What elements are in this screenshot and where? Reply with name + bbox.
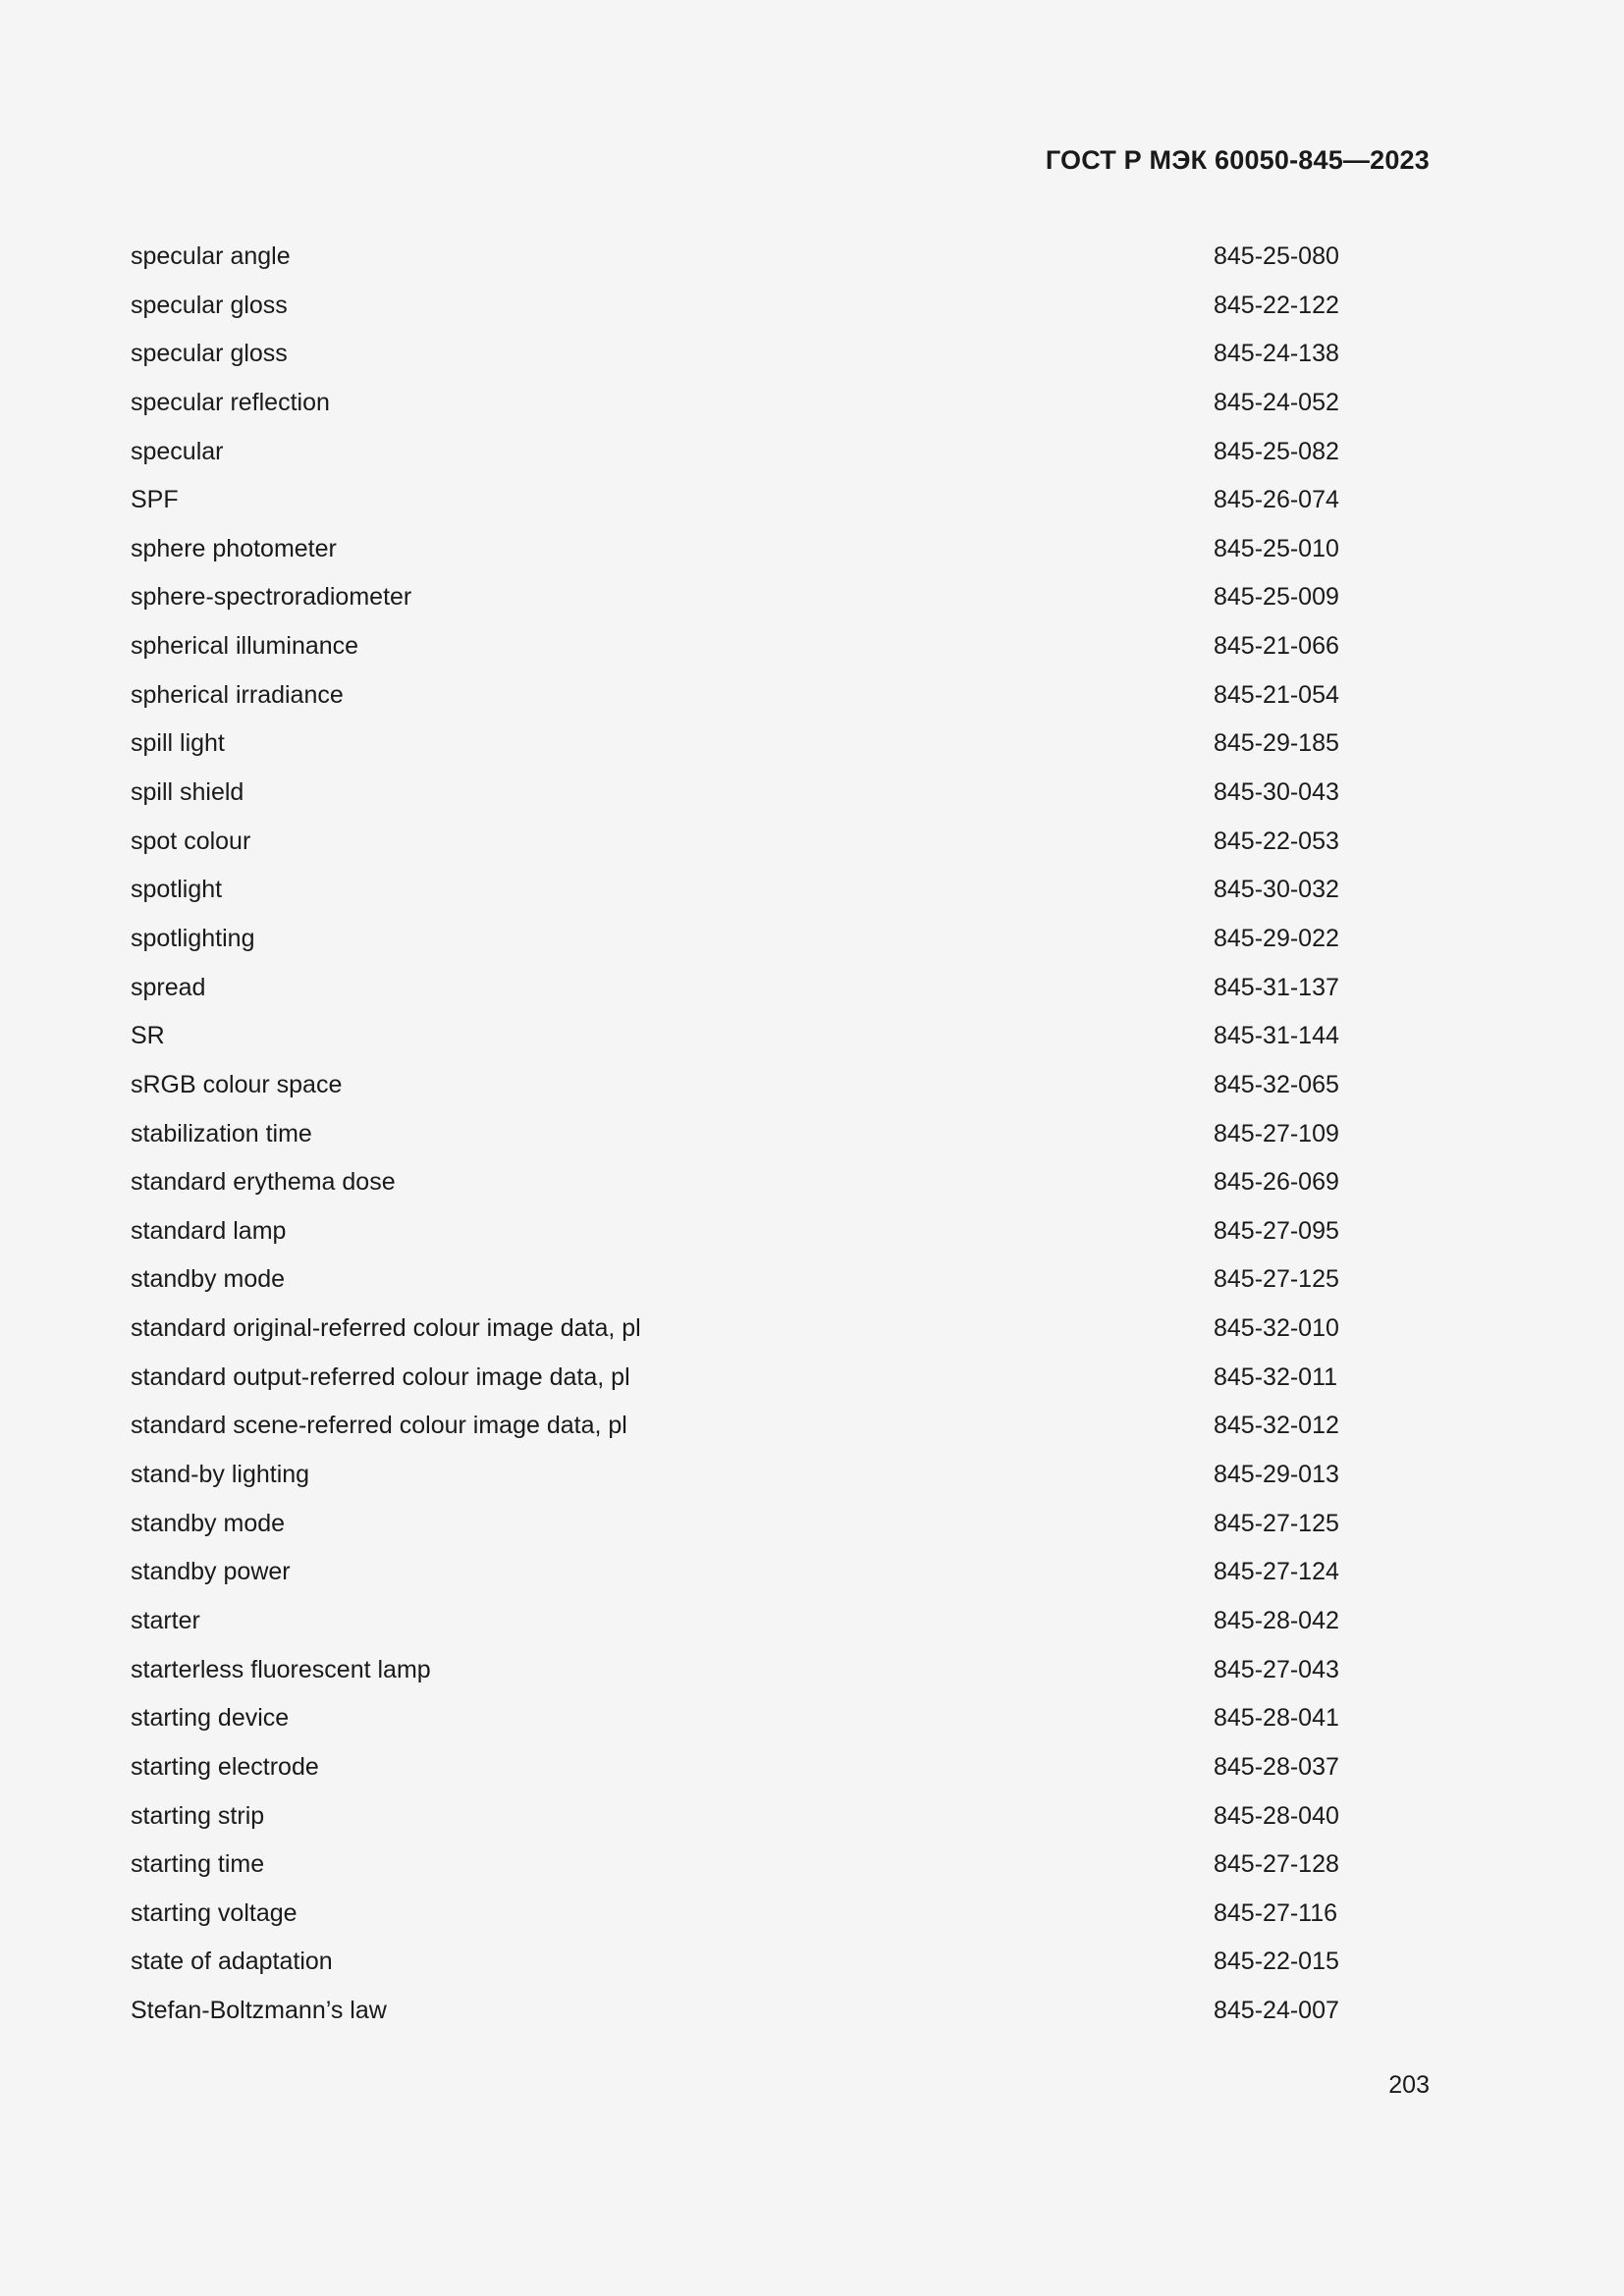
index-entry bbox=[131, 1358, 1338, 1407]
index-term: spotlight bbox=[131, 876, 223, 904]
index-entry bbox=[131, 480, 1338, 529]
index-entry bbox=[131, 626, 1338, 675]
index-code: 845-27-095 bbox=[1214, 1216, 1339, 1245]
index-entry bbox=[131, 1162, 1338, 1211]
index-code: 845-26-074 bbox=[1214, 486, 1339, 514]
index-code: 845-32-010 bbox=[1214, 1314, 1339, 1343]
index-code: 845-22-015 bbox=[1214, 1948, 1339, 1976]
index-entry bbox=[131, 773, 1338, 822]
index-entry bbox=[131, 383, 1338, 432]
index-code: 845-22-122 bbox=[1214, 291, 1339, 319]
index-code: 845-31-144 bbox=[1214, 1022, 1339, 1050]
index-entry bbox=[131, 870, 1338, 919]
page-header: ГОСТ Р МЭК 60050-845—2023 bbox=[1045, 145, 1430, 175]
index-term: specular angle bbox=[131, 242, 291, 270]
index-term: standard scene-referred colour image data, pl bbox=[131, 1412, 627, 1440]
index-term: standard original-referred colour image data, pl bbox=[131, 1314, 641, 1343]
index-entry bbox=[131, 968, 1338, 1017]
index-code: 845-22-053 bbox=[1214, 827, 1339, 855]
index-code: 845-30-043 bbox=[1214, 778, 1339, 807]
index-entry bbox=[131, 1065, 1338, 1114]
index-term: starting time bbox=[131, 1850, 265, 1879]
index-term: spherical illuminance bbox=[131, 632, 359, 661]
index-term: standby power bbox=[131, 1558, 291, 1586]
index-code: 845-28-037 bbox=[1214, 1752, 1339, 1781]
index-code: 845-27-109 bbox=[1214, 1119, 1339, 1148]
index-term: spherical irradiance bbox=[131, 680, 344, 709]
index-term: spot colour bbox=[131, 827, 251, 855]
index-entry bbox=[131, 1747, 1338, 1796]
index-term: spill light bbox=[131, 729, 225, 758]
index-entry bbox=[131, 1942, 1338, 1991]
index-term: stabilization time bbox=[131, 1119, 312, 1148]
index-entry bbox=[131, 919, 1338, 968]
index-term: starting device bbox=[131, 1704, 290, 1733]
index-code: 845-25-080 bbox=[1214, 242, 1339, 270]
index-code: 845-21-054 bbox=[1214, 680, 1339, 709]
index-code: 845-27-116 bbox=[1214, 1898, 1338, 1927]
index-entry bbox=[131, 1504, 1338, 1553]
index-code: 845-28-042 bbox=[1214, 1606, 1339, 1634]
index-term: starting electrode bbox=[131, 1752, 319, 1781]
index-term: specular bbox=[131, 437, 224, 465]
index-code: 845-24-052 bbox=[1214, 388, 1339, 416]
index-entry bbox=[131, 1016, 1338, 1065]
index-entry bbox=[131, 1991, 1338, 2040]
index-term: standard erythema dose bbox=[131, 1168, 396, 1197]
index-term: Stefan-Boltzmann’s law bbox=[131, 1997, 387, 2025]
index-term: starterless fluorescent lamp bbox=[131, 1655, 431, 1683]
index-code: 845-25-009 bbox=[1214, 583, 1339, 612]
index-term: sRGB colour space bbox=[131, 1070, 343, 1098]
index-entry bbox=[131, 822, 1338, 871]
index-term: standard output-referred colour image data, pl bbox=[131, 1362, 630, 1391]
index-code: 845-32-011 bbox=[1214, 1362, 1338, 1391]
index-code: 845-29-013 bbox=[1214, 1461, 1339, 1489]
index-term: sphere-spectroradiometer bbox=[131, 583, 412, 612]
index-entry bbox=[131, 1650, 1338, 1699]
index-code: 845-26-069 bbox=[1214, 1168, 1339, 1197]
index-entry bbox=[131, 675, 1338, 724]
index-code: 845-27-043 bbox=[1214, 1655, 1339, 1683]
index-entry bbox=[131, 1796, 1338, 1845]
page-number: 203 bbox=[1388, 2071, 1430, 2099]
index-term: stand-by lighting bbox=[131, 1461, 310, 1489]
index-entry bbox=[131, 1698, 1338, 1747]
index-term: spread bbox=[131, 973, 206, 1001]
index-code: 845-28-041 bbox=[1214, 1704, 1339, 1733]
index-term: state of adaptation bbox=[131, 1948, 333, 1976]
index-entry bbox=[131, 529, 1338, 578]
index-code: 845-28-040 bbox=[1214, 1801, 1339, 1830]
index-term: SR bbox=[131, 1022, 165, 1050]
index-code: 845-27-125 bbox=[1214, 1509, 1339, 1537]
index-entry bbox=[131, 1211, 1338, 1260]
index-code: 845-29-022 bbox=[1214, 924, 1339, 952]
index-entry bbox=[131, 1114, 1338, 1163]
index-entry bbox=[131, 1406, 1338, 1455]
index-code: 845-32-065 bbox=[1214, 1070, 1339, 1098]
index-code: 845-31-137 bbox=[1214, 973, 1339, 1001]
index-term: standard lamp bbox=[131, 1216, 287, 1245]
index-entry bbox=[131, 1308, 1338, 1358]
index-code: 845-30-032 bbox=[1214, 876, 1339, 904]
index-entry bbox=[131, 1455, 1338, 1504]
index-term: specular gloss bbox=[131, 291, 288, 319]
index-term: sphere photometer bbox=[131, 534, 337, 562]
index-code: 845-25-010 bbox=[1214, 534, 1339, 562]
index-code: 845-21-066 bbox=[1214, 632, 1339, 661]
index-entry bbox=[131, 237, 1338, 286]
index-code: 845-27-124 bbox=[1214, 1558, 1339, 1586]
index-term: specular reflection bbox=[131, 388, 330, 416]
index-entry bbox=[131, 577, 1338, 626]
index-entry bbox=[131, 432, 1338, 481]
index-entry bbox=[131, 286, 1338, 335]
index-code: 845-25-082 bbox=[1214, 437, 1339, 465]
index-entry bbox=[131, 1259, 1338, 1308]
index-code: 845-27-125 bbox=[1214, 1265, 1339, 1294]
index-term: standby mode bbox=[131, 1265, 286, 1294]
index-term: starter bbox=[131, 1606, 200, 1634]
index-code: 845-32-012 bbox=[1214, 1412, 1339, 1440]
index-term: specular gloss bbox=[131, 340, 288, 368]
index-entry bbox=[131, 723, 1338, 773]
index-code: 845-27-128 bbox=[1214, 1850, 1339, 1879]
index-entry bbox=[131, 1601, 1338, 1650]
index-term: SPF bbox=[131, 486, 179, 514]
index-entry bbox=[131, 1844, 1338, 1894]
index-entry bbox=[131, 1894, 1338, 1943]
index-term: standby mode bbox=[131, 1509, 286, 1537]
index-code: 845-29-185 bbox=[1214, 729, 1339, 758]
index-code: 845-24-138 bbox=[1214, 340, 1339, 368]
index-term: spotlighting bbox=[131, 924, 255, 952]
index-list bbox=[131, 237, 1338, 2040]
index-entry bbox=[131, 1552, 1338, 1601]
index-term: spill shield bbox=[131, 778, 244, 807]
index-code: 845-24-007 bbox=[1214, 1997, 1339, 2025]
index-term: starting strip bbox=[131, 1801, 265, 1830]
index-term: starting voltage bbox=[131, 1898, 298, 1927]
index-entry bbox=[131, 334, 1338, 383]
